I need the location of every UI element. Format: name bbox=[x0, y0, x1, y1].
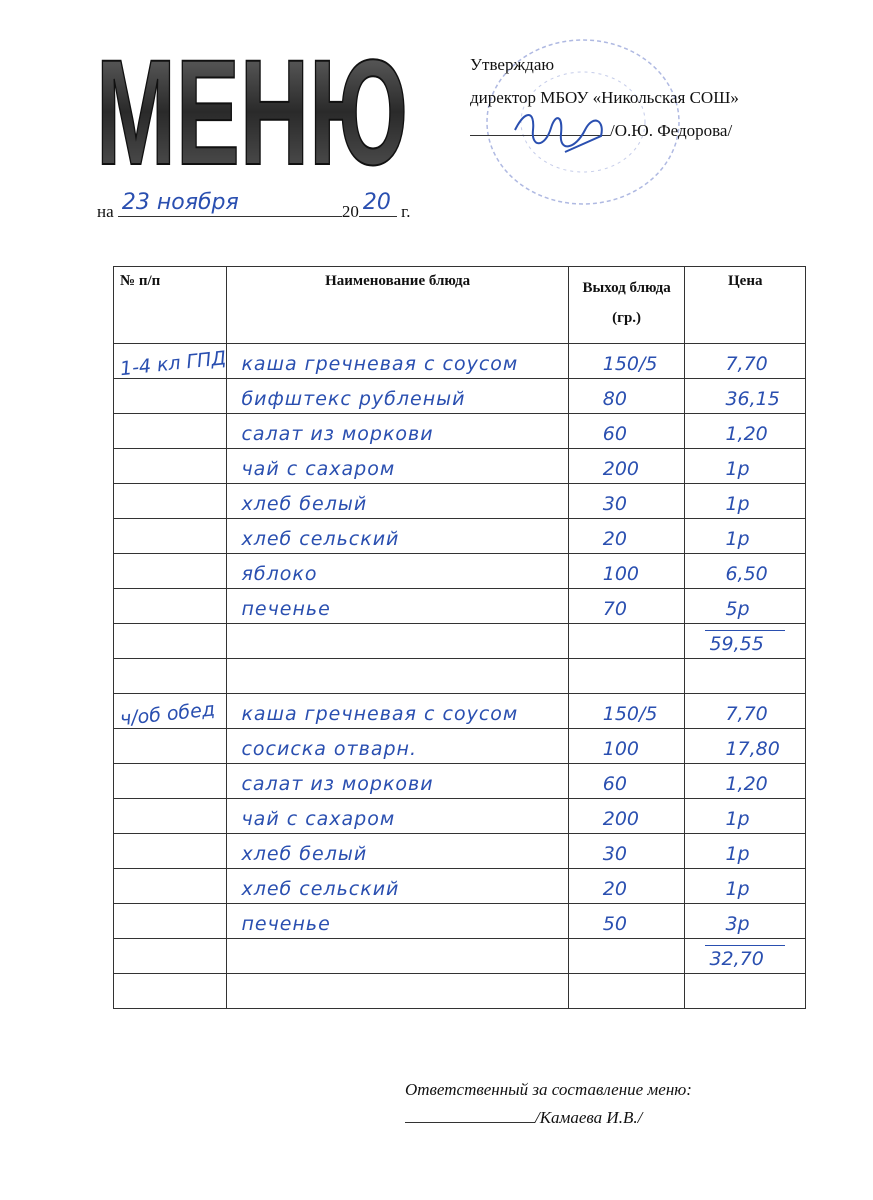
responsible-signature-line bbox=[405, 1104, 535, 1123]
row-price: 1р bbox=[725, 528, 750, 550]
director-signature-line bbox=[470, 117, 610, 136]
row-output: 70 bbox=[602, 598, 627, 620]
table-row bbox=[114, 624, 806, 659]
row-price: 6,50 bbox=[725, 563, 768, 585]
total-underline bbox=[705, 945, 785, 946]
row-price-cell bbox=[685, 519, 806, 554]
menu-logo bbox=[92, 30, 412, 180]
row-dish-name-cell bbox=[227, 344, 568, 379]
row-num-cell bbox=[114, 869, 227, 904]
row-output: 200 bbox=[602, 808, 640, 830]
row-dish-name-cell bbox=[227, 729, 568, 764]
menu-date bbox=[97, 190, 411, 222]
row-dish-name: салат из моркови bbox=[241, 423, 434, 445]
row-price bbox=[685, 1005, 805, 1008]
row-num-cell bbox=[114, 624, 227, 659]
row-price-cell bbox=[685, 799, 806, 834]
row-output-cell bbox=[568, 379, 685, 414]
row-dish-name: чай с сахаром bbox=[241, 458, 396, 480]
row-output: 150/5 bbox=[602, 703, 658, 725]
table-row bbox=[114, 484, 806, 519]
row-num-cell bbox=[114, 589, 227, 624]
header-num: № п/п bbox=[114, 267, 227, 344]
row-num-cell bbox=[114, 799, 227, 834]
director-name: /О.Ю. Федорова/ bbox=[610, 121, 733, 140]
row-price-cell bbox=[685, 624, 806, 659]
row-price: 17,80 bbox=[725, 738, 780, 760]
responsible-name: /Камаева И.В./ bbox=[535, 1108, 643, 1127]
row-num-cell bbox=[114, 764, 227, 799]
row-dish-name-cell bbox=[227, 449, 568, 484]
row-dish-name: яблоко bbox=[241, 563, 318, 585]
row-output-cell bbox=[568, 554, 685, 589]
footer-responsible: Ответственный за составление меню: bbox=[405, 1080, 692, 1099]
row-output-cell bbox=[568, 764, 685, 799]
row-price-cell bbox=[685, 729, 806, 764]
row-dish-name: хлеб сельский bbox=[241, 878, 400, 900]
row-price: 7,70 bbox=[725, 353, 768, 375]
row-price-cell bbox=[685, 694, 806, 729]
row-output: 30 bbox=[602, 843, 627, 865]
row-dish-name: хлеб белый bbox=[241, 843, 368, 865]
table-row bbox=[114, 344, 806, 379]
row-dish-name-cell bbox=[227, 974, 568, 1009]
header-name: Наименование блюда bbox=[227, 267, 568, 344]
table-row bbox=[114, 799, 806, 834]
row-price-cell bbox=[685, 974, 806, 1009]
table-row bbox=[114, 974, 806, 1009]
row-output: 20 bbox=[602, 878, 627, 900]
row-price-cell bbox=[685, 764, 806, 799]
row-num: 1-4 кл ГПД bbox=[118, 347, 228, 381]
row-num-cell bbox=[114, 834, 227, 869]
table-row bbox=[114, 694, 806, 729]
row-num-cell bbox=[114, 379, 227, 414]
row-num-cell bbox=[114, 449, 227, 484]
row-dish-name-cell bbox=[227, 484, 568, 519]
row-output: 20 bbox=[602, 528, 627, 550]
row-output: 150/5 bbox=[602, 353, 658, 375]
row-num-cell bbox=[114, 414, 227, 449]
row-output: 100 bbox=[602, 563, 640, 585]
row-price: 1р bbox=[725, 808, 750, 830]
row-total: 32,70 bbox=[709, 948, 764, 970]
row-dish-name: хлеб сельский bbox=[241, 528, 400, 550]
header-output: Выход блюда (гр.) bbox=[568, 267, 685, 344]
row-num-cell bbox=[114, 904, 227, 939]
row-dish-name-cell bbox=[227, 869, 568, 904]
row-dish-name: печенье bbox=[241, 913, 331, 935]
table-row bbox=[114, 589, 806, 624]
row-output-cell bbox=[568, 904, 685, 939]
row-output-cell bbox=[568, 589, 685, 624]
row-num-cell bbox=[114, 694, 227, 729]
date-suffix: г. bbox=[401, 202, 411, 221]
row-total: 59,55 bbox=[709, 633, 764, 655]
row-dish-name-cell bbox=[227, 519, 568, 554]
row-price-cell bbox=[685, 834, 806, 869]
row-output: 100 bbox=[602, 738, 640, 760]
row-price: 7,70 bbox=[725, 703, 768, 725]
row-price-cell bbox=[685, 554, 806, 589]
row-num-cell bbox=[114, 519, 227, 554]
table-row bbox=[114, 554, 806, 589]
row-dish-name-cell bbox=[227, 659, 568, 694]
row-output-cell bbox=[568, 729, 685, 764]
table-row bbox=[114, 764, 806, 799]
row-price: 1,20 bbox=[725, 773, 768, 795]
row-dish-name-cell bbox=[227, 589, 568, 624]
row-dish-name: хлеб белый bbox=[241, 493, 368, 515]
row-dish-name: салат из моркови bbox=[241, 773, 434, 795]
date-day-month: 23 ноября bbox=[121, 190, 239, 215]
row-price-cell bbox=[685, 414, 806, 449]
row-output-cell bbox=[568, 519, 685, 554]
row-price-cell bbox=[685, 939, 806, 974]
row-output-cell bbox=[568, 939, 685, 974]
approval-block bbox=[470, 48, 739, 147]
table-row bbox=[114, 414, 806, 449]
table-row bbox=[114, 904, 806, 939]
row-price: 3р bbox=[725, 913, 750, 935]
row-num-cell bbox=[114, 729, 227, 764]
row-price: 1р bbox=[725, 878, 750, 900]
table-row bbox=[114, 449, 806, 484]
row-num-cell bbox=[114, 484, 227, 519]
date-year-suffix: 20 bbox=[362, 190, 391, 215]
approval-position: директор МБОУ «Никольская СОШ» bbox=[470, 88, 739, 107]
row-output: 60 bbox=[602, 423, 627, 445]
row-dish-name-cell bbox=[227, 904, 568, 939]
row-output: 200 bbox=[602, 458, 640, 480]
row-dish-name bbox=[227, 1005, 567, 1008]
row-output-cell bbox=[568, 834, 685, 869]
row-num-cell bbox=[114, 939, 227, 974]
row-output: 60 bbox=[602, 773, 627, 795]
row-dish-name: каша гречневая с соусом bbox=[241, 703, 519, 725]
table-row bbox=[114, 869, 806, 904]
row-num: ч/об обед bbox=[118, 698, 216, 731]
row-output-cell bbox=[568, 414, 685, 449]
date-year-field bbox=[359, 190, 397, 217]
row-price: 1,20 bbox=[725, 423, 768, 445]
table-row bbox=[114, 519, 806, 554]
menu-logo-graphic bbox=[92, 30, 412, 180]
row-output-cell bbox=[568, 694, 685, 729]
row-price-cell bbox=[685, 869, 806, 904]
row-price: 36,15 bbox=[725, 388, 780, 410]
row-dish-name-cell bbox=[227, 624, 568, 659]
row-price: 5р bbox=[725, 598, 750, 620]
row-dish-name: печенье bbox=[241, 598, 331, 620]
row-output-cell bbox=[568, 974, 685, 1009]
total-underline bbox=[705, 630, 785, 631]
table-header-row bbox=[114, 267, 806, 344]
row-dish-name-cell bbox=[227, 799, 568, 834]
menu-table bbox=[113, 266, 806, 1009]
row-price-cell bbox=[685, 449, 806, 484]
table-row bbox=[114, 939, 806, 974]
row-price-cell bbox=[685, 659, 806, 694]
row-dish-name: бифштекс рубленый bbox=[241, 388, 466, 410]
row-price-cell bbox=[685, 379, 806, 414]
table-row bbox=[114, 834, 806, 869]
table-row bbox=[114, 379, 806, 414]
row-dish-name-cell bbox=[227, 414, 568, 449]
row-price-cell bbox=[685, 484, 806, 519]
row-output bbox=[569, 1005, 685, 1008]
row-output-cell bbox=[568, 659, 685, 694]
row-dish-name-cell bbox=[227, 834, 568, 869]
row-dish-name-cell bbox=[227, 939, 568, 974]
row-num-cell bbox=[114, 344, 227, 379]
row-output-cell bbox=[568, 449, 685, 484]
footer-block bbox=[405, 1076, 692, 1132]
row-num-cell bbox=[114, 554, 227, 589]
date-year-prefix: 20 bbox=[341, 202, 359, 221]
row-dish-name: сосиска отварн. bbox=[241, 738, 417, 760]
table-row bbox=[114, 729, 806, 764]
row-output-cell bbox=[568, 799, 685, 834]
row-num-cell bbox=[114, 974, 227, 1009]
row-price: 1р bbox=[725, 843, 750, 865]
row-output-cell bbox=[568, 624, 685, 659]
row-num bbox=[114, 999, 226, 1014]
row-dish-name-cell bbox=[227, 379, 568, 414]
row-dish-name-cell bbox=[227, 694, 568, 729]
row-output-cell bbox=[568, 869, 685, 904]
approval-title: Утверждаю bbox=[470, 55, 555, 74]
row-dish-name: чай с сахаром bbox=[241, 808, 396, 830]
table-row bbox=[114, 659, 806, 694]
date-prefix: на bbox=[97, 202, 114, 221]
row-output: 50 bbox=[602, 913, 627, 935]
row-dish-name-cell bbox=[227, 554, 568, 589]
row-output-cell bbox=[568, 344, 685, 379]
row-num-cell bbox=[114, 659, 227, 694]
row-price-cell bbox=[685, 904, 806, 939]
date-day-field bbox=[118, 190, 342, 217]
row-output-cell bbox=[568, 484, 685, 519]
header-price: Цена bbox=[685, 267, 806, 344]
row-price-cell bbox=[685, 344, 806, 379]
menu-logo-text: МЕНЮ bbox=[96, 30, 408, 180]
row-output: 30 bbox=[602, 493, 627, 515]
row-dish-name-cell bbox=[227, 764, 568, 799]
row-price: 1р bbox=[725, 493, 750, 515]
row-price-cell bbox=[685, 589, 806, 624]
menu-table-body bbox=[114, 344, 806, 1009]
row-dish-name: каша гречневая с соусом bbox=[241, 353, 519, 375]
row-price: 1р bbox=[725, 458, 750, 480]
row-output: 80 bbox=[602, 388, 627, 410]
